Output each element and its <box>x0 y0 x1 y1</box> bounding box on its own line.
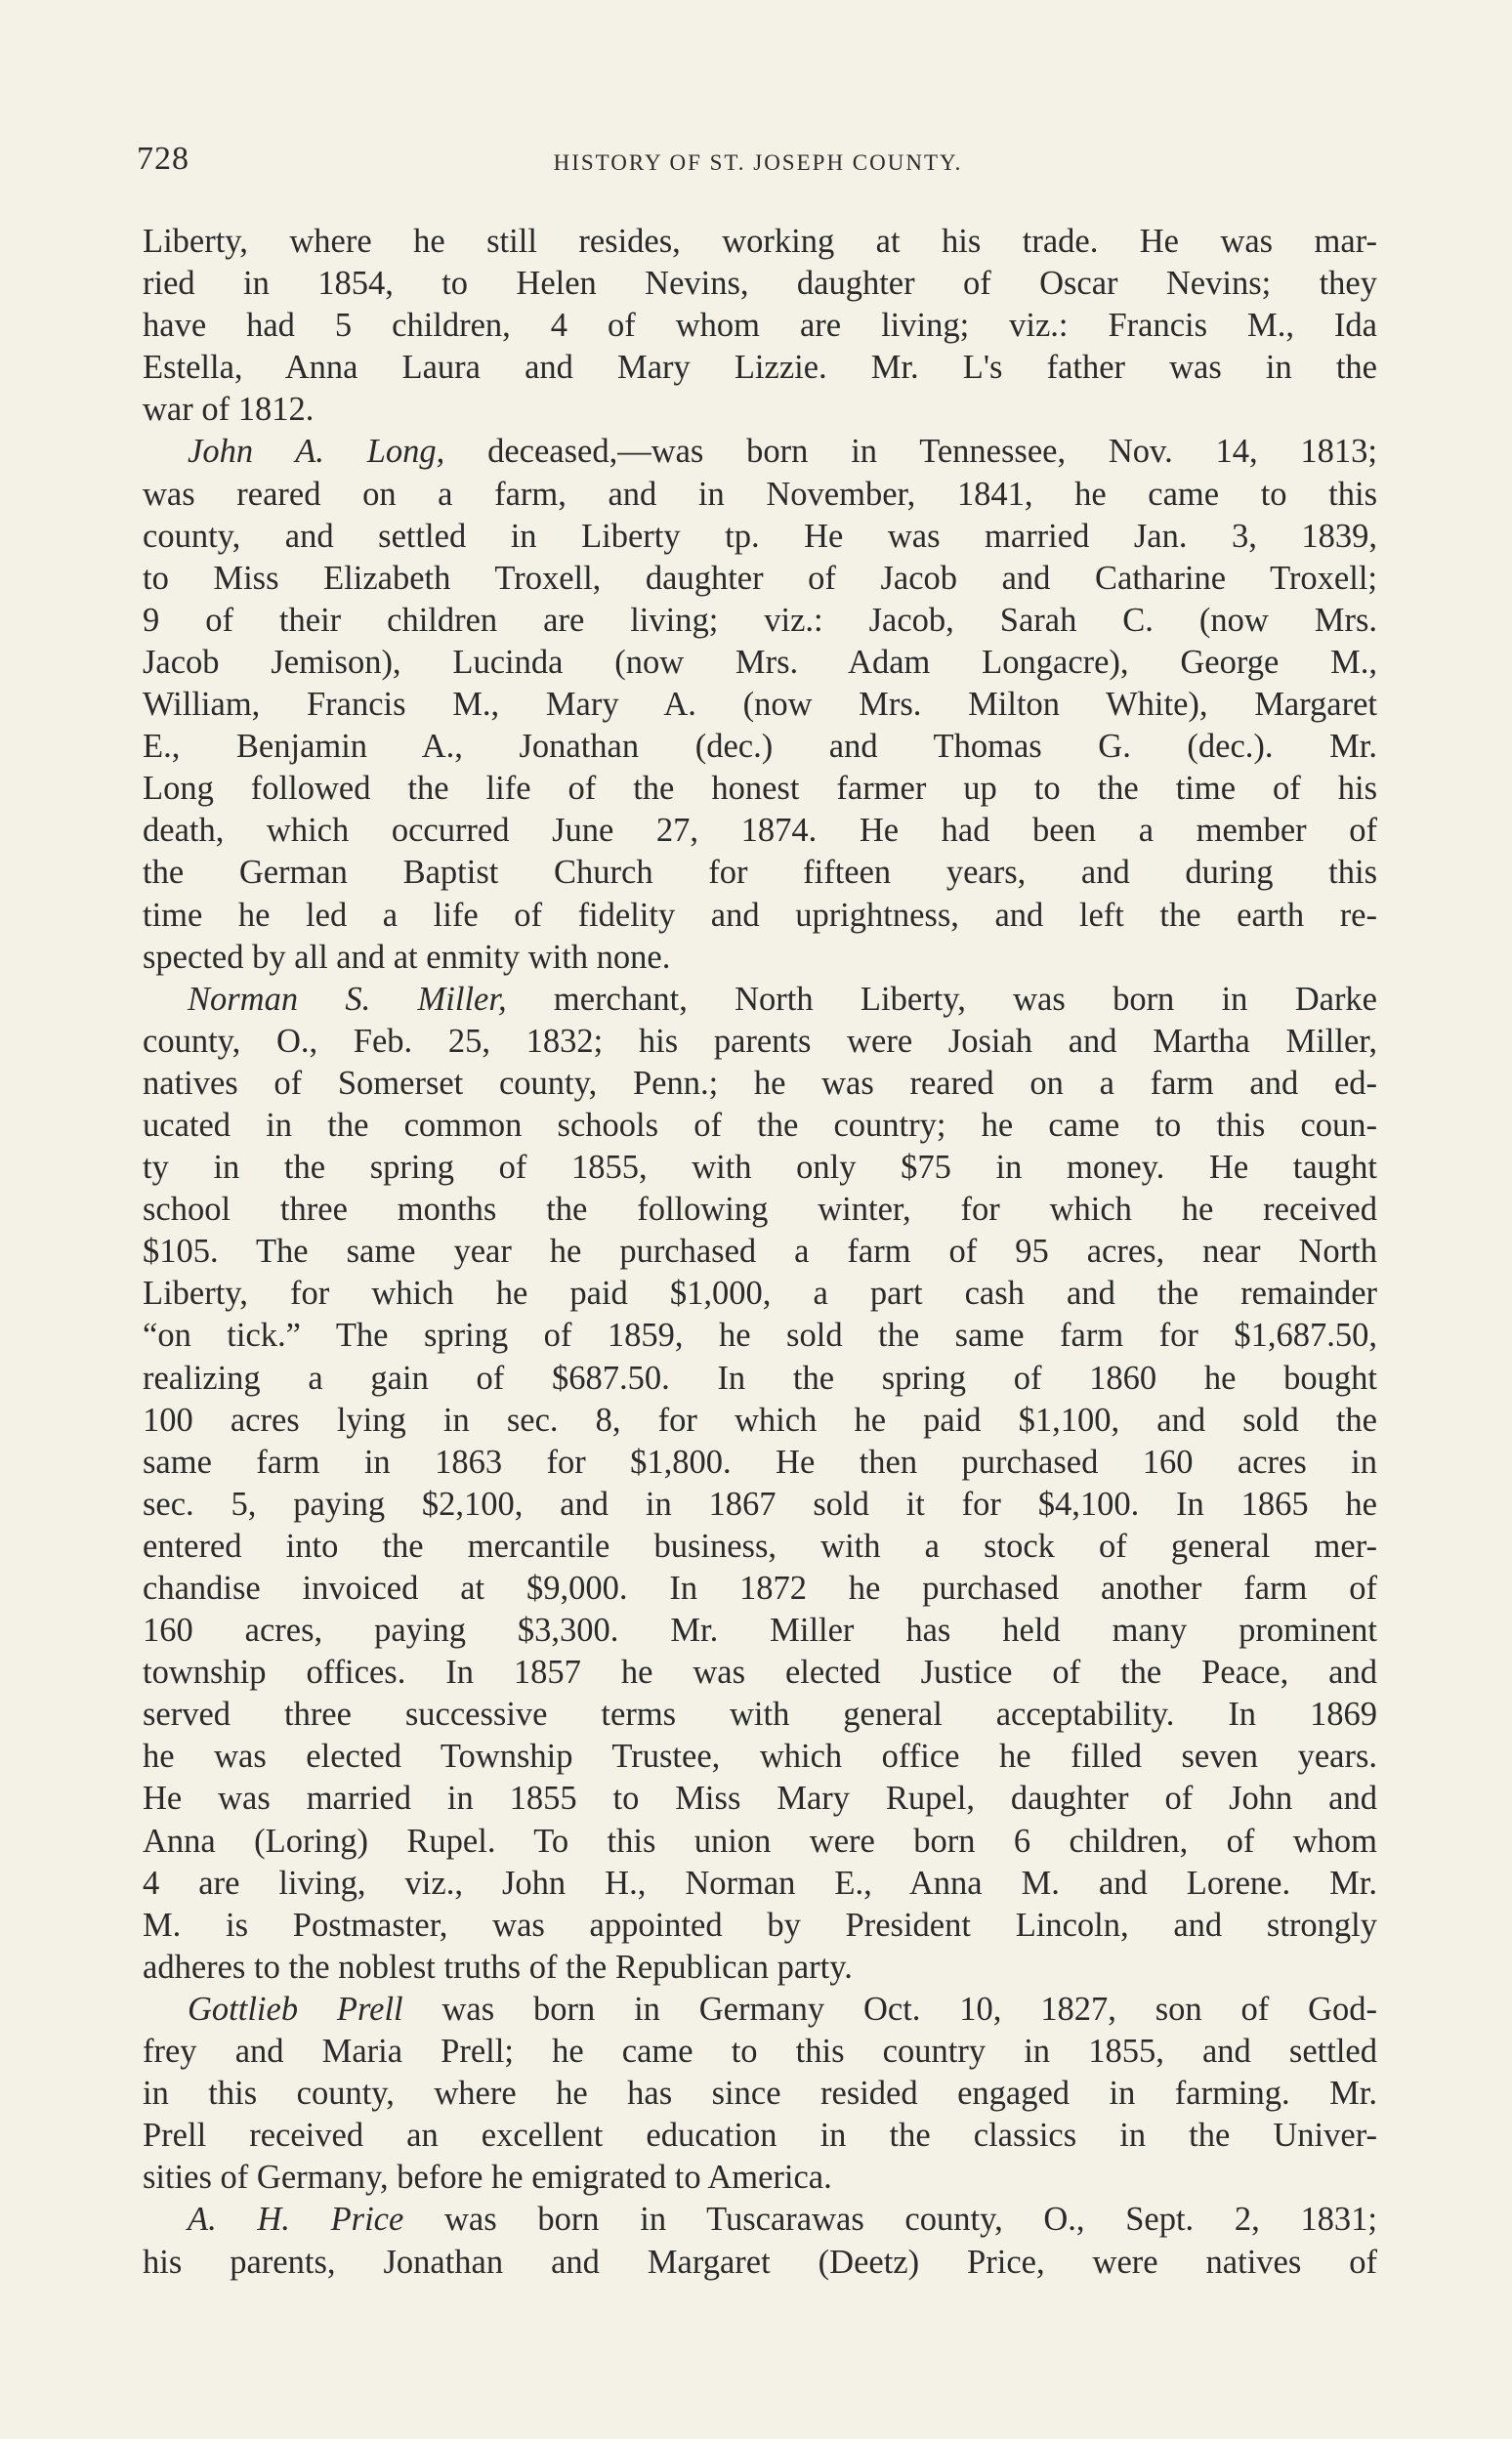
line-text: was born in Tuscarawas county, O., Sept. 2, 1831; <box>403 2201 1378 2239</box>
line-text: William, Francis M., Mary A. (now Mrs. Milton White), Margaret <box>143 686 1377 724</box>
text-line <box>143 2031 1377 2073</box>
line-text: 9 of their children are living; viz.: Jacob, Sarah C. (now Mrs. <box>143 601 1377 639</box>
line-text: to Miss Elizabeth Troxell, daughter of Jacob and Catharine Troxell; <box>143 559 1377 597</box>
line-text: 4 are living, viz., John H., Norman E., Anna M. and Lorene. Mr. <box>143 1864 1377 1902</box>
text-line <box>143 474 1377 516</box>
line-text: death, which occurred June 27, 1874. He had been a member of <box>143 812 1377 850</box>
page-number: 728 <box>137 141 189 177</box>
text-line <box>143 2242 1377 2284</box>
text-line <box>143 347 1377 389</box>
text-line <box>143 1736 1377 1778</box>
line-text: spected by all and at enmity with none. <box>143 938 671 976</box>
text-line <box>143 1778 1377 1820</box>
line-text: county, O., Feb. 25, 1832; his parents were Josiah and Martha Miller, <box>143 1022 1377 1060</box>
line-text: Jacob Jemison), Lucinda (now Mrs. Adam Longacre), George M., <box>143 643 1377 681</box>
text-line <box>143 2115 1377 2157</box>
line-text: frey and Maria Prell; he came to this country in 1855, and settled <box>143 2033 1377 2071</box>
line-text: ty in the spring of 1855, with only $75 in money. He taught <box>143 1149 1377 1187</box>
biography-name: John A. Long, <box>188 433 445 471</box>
text-line <box>143 221 1377 263</box>
text-line <box>143 1694 1377 1736</box>
line-text: E., Benjamin A., Jonathan (dec.) and Thomas G. (dec.). Mr. <box>143 728 1377 766</box>
text-line <box>143 1989 1377 2031</box>
line-text: merchant, North Liberty, was born in Darke <box>506 980 1377 1018</box>
line-text: time he led a life of fidelity and uprightness, and left the earth re- <box>143 896 1377 934</box>
line-text: war of 1812. <box>143 391 315 429</box>
text-line <box>143 558 1377 600</box>
line-text: sec. 5, paying $2,100, and in 1867 sold it for $4,100. In 1865 he <box>143 1485 1377 1523</box>
text-line <box>143 1358 1377 1400</box>
text-line <box>143 810 1377 852</box>
line-text: ucated in the common schools of the country; he came to this coun- <box>143 1106 1377 1144</box>
text-line <box>143 1147 1377 1189</box>
text-line <box>143 1652 1377 1694</box>
line-text: Long followed the life of the honest farmer up to the time of his <box>143 770 1377 808</box>
text-line <box>143 768 1377 810</box>
text-line <box>143 726 1377 768</box>
line-text: was reared on a farm, and in November, 1841, he came to this <box>143 475 1377 513</box>
line-text: his parents, Jonathan and Margaret (Deetz) Price, were natives of <box>143 2243 1377 2281</box>
line-text: county, and settled in Liberty tp. He was married Jan. 3, 1839, <box>143 517 1377 555</box>
text-line <box>143 1905 1377 1947</box>
line-text: have had 5 children, 4 of whom are living; viz.: Francis M., Ida <box>143 307 1377 345</box>
line-text: realizing a gain of $687.50. In the spring of 1860 he bought <box>143 1359 1377 1397</box>
text-line <box>143 979 1377 1021</box>
text-line <box>143 516 1377 558</box>
text-line <box>143 1400 1377 1442</box>
text-line <box>143 2199 1377 2241</box>
line-text: “on tick.” The spring of 1859, he sold the same farm for $1,687.50, <box>143 1317 1377 1355</box>
line-text: He was married in 1855 to Miss Mary Rupel, daughter of John and <box>143 1780 1377 1818</box>
line-text: same farm in 1863 for $1,800. He then purchased 160 acres in <box>143 1443 1377 1481</box>
biography-name: A. H. Price <box>188 2201 404 2239</box>
line-text: $105. The same year he purchased a farm of 95 acres, near North <box>143 1233 1377 1271</box>
line-text: township offices. In 1857 he was elected Justice of the Peace, and <box>143 1654 1377 1692</box>
line-text: ried in 1854, to Helen Nevins, daughter of Oscar Nevins; they <box>143 265 1377 303</box>
text-line <box>143 852 1377 894</box>
text-line <box>143 1947 1377 1989</box>
text-line <box>143 389 1377 431</box>
line-text: was born in Germany Oct. 10, 1827, son of God- <box>402 1990 1377 2028</box>
line-text: school three months the following winter, for which he received <box>143 1191 1377 1229</box>
text-line <box>143 1189 1377 1231</box>
text-line <box>143 1063 1377 1105</box>
line-text: sities of Germany, before he emigrated to America. <box>143 2159 832 2197</box>
text-line <box>143 1568 1377 1610</box>
line-text: Liberty, where he still resides, working at his trade. He was mar- <box>143 223 1377 260</box>
text-line <box>143 263 1377 305</box>
line-text: natives of Somerset county, Penn.; he was reared on a farm and ed- <box>143 1064 1377 1102</box>
line-text: chandise invoiced at $9,000. In 1872 he purchased another farm of <box>143 1570 1377 1607</box>
line-text: M. is Postmaster, was appointed by President Lincoln, and strongly <box>143 1906 1377 1944</box>
text-line <box>143 431 1377 473</box>
line-text: the German Baptist Church for fifteen years, and during this <box>143 854 1377 892</box>
text-line <box>143 1273 1377 1315</box>
line-text: Prell received an excellent education in the classics in the Univer- <box>143 2117 1377 2155</box>
line-text: served three successive terms with general acceptability. In 1869 <box>143 1696 1377 1734</box>
running-title: HISTORY OF ST. JOSEPH COUNTY. <box>553 150 963 175</box>
text-line <box>143 1105 1377 1147</box>
text-line <box>143 2073 1377 2115</box>
text-line <box>143 1021 1377 1063</box>
line-text: Estella, Anna Laura and Mary Lizzie. Mr. L's father was in the <box>143 349 1377 387</box>
text-line <box>143 1821 1377 1863</box>
text-line <box>143 2157 1377 2199</box>
body-text <box>143 221 1377 2284</box>
line-text: in this county, where he has since resided engaged in farming. Mr. <box>143 2075 1377 2113</box>
text-line <box>143 1231 1377 1273</box>
line-text: adheres to the noblest truths of the Republican party. <box>143 1948 853 1986</box>
text-line <box>143 684 1377 726</box>
text-line <box>143 600 1377 642</box>
line-text: entered into the mercantile business, with a stock of general mer- <box>143 1527 1377 1565</box>
line-text: he was elected Township Trustee, which office he filled seven years. <box>143 1738 1377 1776</box>
line-text: Anna (Loring) Rupel. To this union were born 6 children, of whom <box>143 1822 1377 1860</box>
text-line <box>143 642 1377 684</box>
page-header <box>137 141 1379 189</box>
biography-name: Gottlieb Prell <box>188 1990 403 2028</box>
line-text: Liberty, for which he paid $1,000, a part cash and the remainder <box>143 1275 1377 1313</box>
text-line <box>143 937 1377 979</box>
text-line <box>143 1484 1377 1526</box>
text-line <box>143 1610 1377 1652</box>
text-line <box>143 1526 1377 1568</box>
biography-name: Norman S. Miller, <box>188 980 507 1018</box>
text-line <box>143 305 1377 347</box>
text-line <box>143 1315 1377 1357</box>
line-text: 160 acres, paying $3,300. Mr. Miller has held many prominent <box>143 1612 1377 1650</box>
text-line <box>143 895 1377 937</box>
text-line <box>143 1863 1377 1905</box>
line-text: deceased,—was born in Tennessee, Nov. 14, 1813; <box>444 433 1377 471</box>
line-text: 100 acres lying in sec. 8, for which he paid $1,100, and sold the <box>143 1401 1377 1439</box>
text-line <box>143 1442 1377 1484</box>
